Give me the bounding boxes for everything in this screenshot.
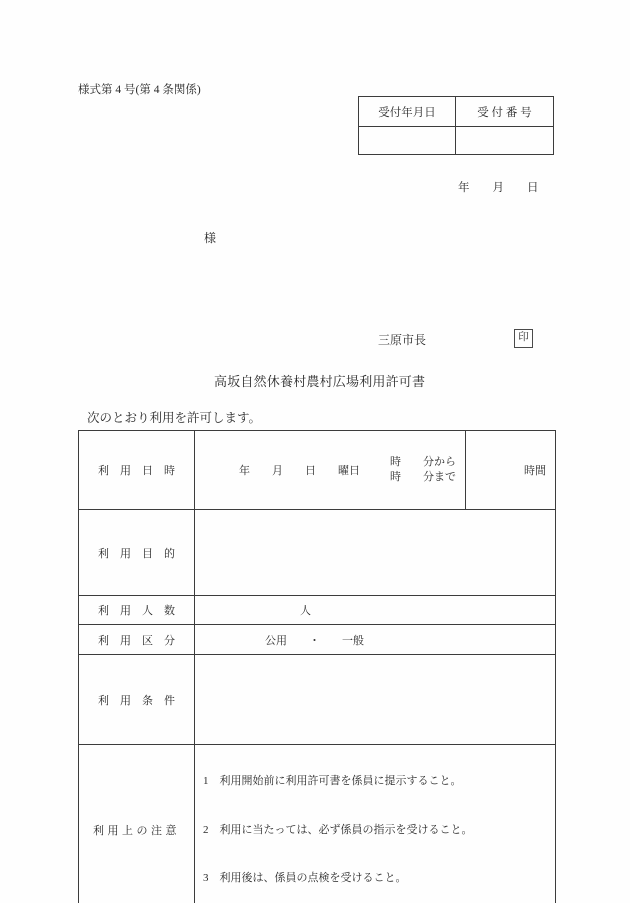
row-use-datetime: [79, 431, 556, 510]
note-item-1: 1 利用開始前に利用許可書を係員に提示すること。: [203, 775, 462, 787]
row-use-conditions: [79, 655, 556, 745]
reception-number-header: 受 付 番 号: [456, 97, 554, 127]
use-datetime-cell: [195, 431, 466, 510]
use-conditions-cell: [195, 655, 556, 745]
reception-date-cell: [359, 127, 456, 155]
use-people-cell: 人: [195, 596, 556, 625]
use-time-fields: [390, 455, 456, 485]
reception-value-row: [359, 127, 554, 155]
note-item-3: 3 利用後は、係員の点検を受けること。: [203, 872, 407, 884]
use-time-to: 時 分まで: [390, 471, 456, 483]
permit-table: [78, 430, 556, 903]
page-title: 高坂自然休養村農村広場利用許可書: [214, 374, 426, 389]
row-use-people: [79, 596, 556, 625]
use-people-label: 利 用 人 数: [79, 596, 195, 625]
use-date-fields: 年 月 日 曜日: [239, 465, 360, 477]
use-duration-cell: 時間: [466, 431, 556, 510]
row-use-purpose: [79, 510, 556, 596]
seal-icon: 印: [514, 329, 533, 348]
use-datetime-label: 利 用 日 時: [79, 431, 195, 510]
use-purpose-label: 利 用 目 的: [79, 510, 195, 596]
intro-text: 次のとおり利用を許可します。: [87, 411, 262, 425]
note-item-2: 2 利用に当たっては、必ず係員の指示を受けること。: [203, 823, 473, 836]
row-use-category: [79, 625, 556, 655]
reception-table: [358, 96, 554, 155]
use-purpose-cell: [195, 510, 556, 596]
row-use-notes: [79, 745, 556, 903]
form-number-label: 様式第 4 号(第 4 条関係): [78, 84, 201, 96]
use-notes-cell: [195, 745, 556, 903]
use-notes-label: 利用上の注意: [79, 745, 195, 903]
addressee-suffix: 様: [204, 231, 217, 245]
reception-date-header: 受付年月日: [359, 97, 456, 127]
reception-number-cell: [456, 127, 554, 155]
issue-date-line: 年 月 日: [458, 182, 539, 194]
reception-header-row: [359, 97, 554, 127]
use-category-cell: 公用 ・ 一般: [195, 625, 556, 655]
use-category-label: 利 用 区 分: [79, 625, 195, 655]
use-time-from: 時 分から: [390, 456, 456, 468]
use-conditions-label: 利 用 条 件: [79, 655, 195, 745]
mayor-title: 三原市長: [378, 333, 427, 347]
